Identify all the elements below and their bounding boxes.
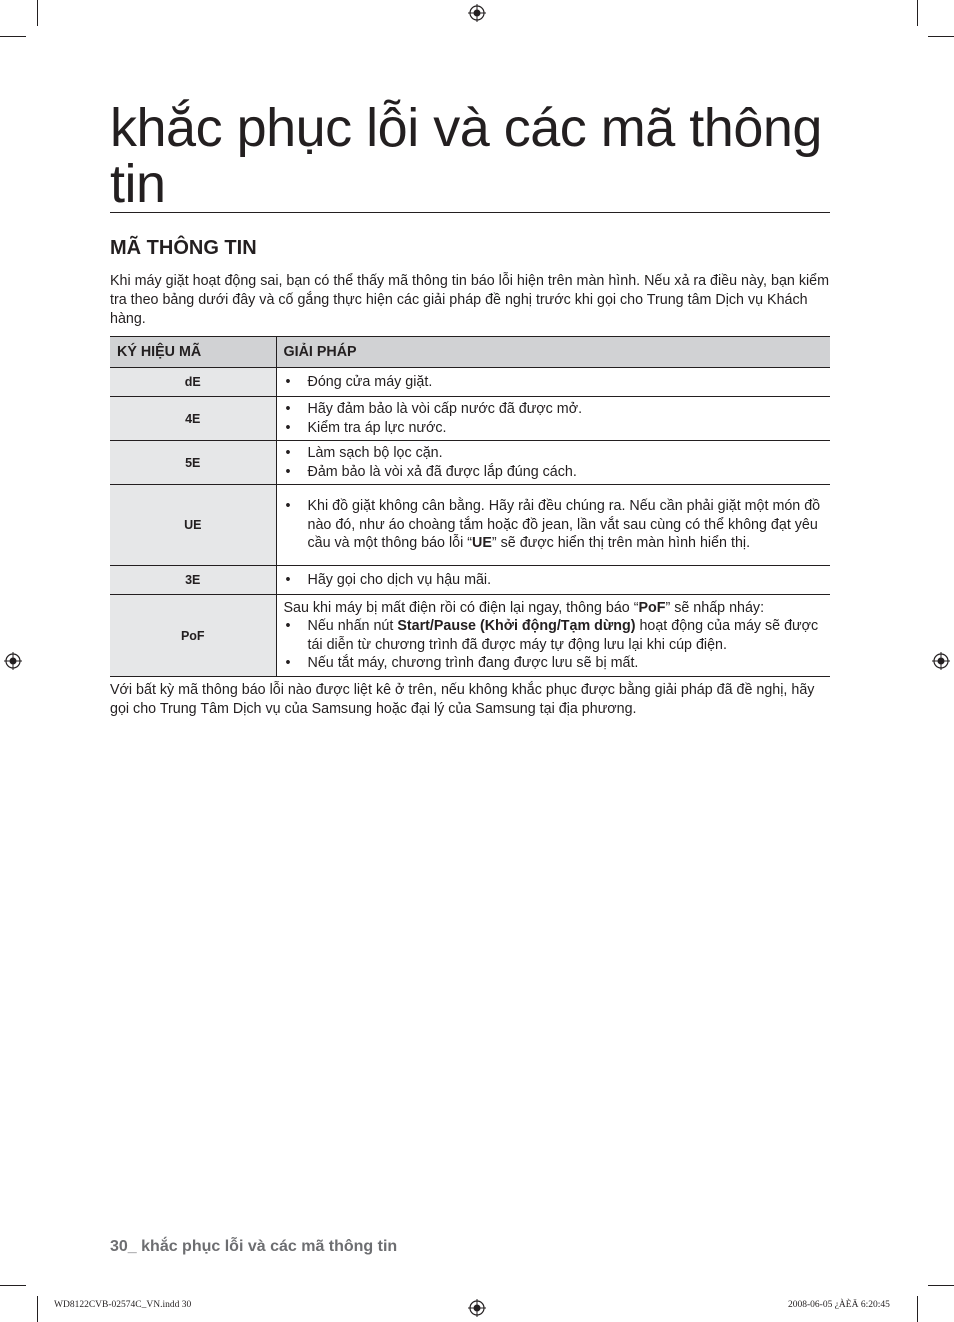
header-solution: GIẢI PHÁP	[276, 337, 830, 368]
code-cell: UE	[110, 485, 276, 566]
list-item: • Nếu tắt máy, chương trình đang được lưu sẽ bị mất.	[284, 654, 823, 673]
code-cell: 4E	[110, 397, 276, 441]
solution-cell	[276, 595, 830, 677]
solution-cell	[276, 397, 830, 441]
list-item: • Hãy đảm bảo là vòi cấp nước đã được mở.	[284, 400, 823, 419]
crop-mark	[928, 1285, 954, 1286]
crop-mark	[0, 36, 26, 37]
info-code-table	[110, 336, 830, 677]
registration-mark-icon	[932, 652, 950, 670]
list-item: • Hãy gọi cho dịch vụ hậu mãi.	[284, 571, 823, 590]
list-item: • Đảm bảo là vòi xả đã được lắp đúng cách.	[284, 463, 823, 482]
page-title: khắc phục lỗi và các mã thông tin	[110, 98, 822, 214]
list-item: • Nếu nhấn nút Start/Pause (Khởi động/Tạm dừng) hoạt động của máy sẽ được tái diễn từ chương trình đã được máy tự động lưu lại khi cúp điện.	[284, 617, 823, 654]
list-item: • Làm sạch bộ lọc cặn.	[284, 444, 823, 463]
code-cell: 5E	[110, 441, 276, 485]
crop-mark	[928, 36, 954, 37]
footer-page-label: 30_ khắc phục lỗi và các mã thông tin	[110, 1238, 398, 1255]
code-cell: 3E	[110, 566, 276, 595]
pof-intro: Sau khi máy bị mất điện rồi có điện lại ngay, thông báo “PoF” sẽ nhấp nháy:	[283, 599, 765, 616]
table-header-row	[110, 337, 830, 368]
crop-mark	[917, 0, 918, 26]
intro-paragraph: Khi máy giặt hoạt động sai, bạn có thể thấy mã thông tin báo lỗi hiện trên màn hình. Nếu xả ra điều này, bạn kiểm tra theo bảng dưới đây và cố gắng thực hiện các giải pháp đề nghị trước khi gọi cho Trung tâm Dịch vụ Khách hàng.	[110, 273, 829, 327]
list-item: • Kiểm tra áp lực nước.	[284, 419, 823, 438]
outro-paragraph: Với bất kỳ mã thông báo lỗi nào được liệt kê ở trên, nếu không khắc phục được bằng giải pháp đã đề nghị, hãy gọi cho Trung Tâm Dịch vụ của Samsung hoặc đại lý của Samsung tại địa phương.	[110, 682, 815, 717]
crop-mark	[0, 1285, 26, 1286]
slug-timestamp: 2008-06-05 ¿ÀÈÄ 6:20:45	[788, 1300, 890, 1310]
table-row	[110, 485, 830, 566]
registration-mark-icon	[4, 652, 22, 670]
solution-cell	[276, 441, 830, 485]
code-cell: dE	[110, 368, 276, 397]
registration-mark-icon	[468, 1299, 486, 1317]
code-cell: PoF	[110, 595, 276, 677]
header-code: KÝ HIỆU MÃ	[110, 337, 276, 368]
slug-filename: WD8122CVB-02574C_VN.indd 30	[54, 1300, 192, 1310]
table-row	[110, 368, 830, 397]
solution-cell	[276, 485, 830, 566]
registration-mark-icon	[468, 4, 486, 22]
list-item: • Khi đồ giặt không cân bằng. Hãy rải đều chúng ra. Nếu cần phải giặt một món đồ nào đó, như áo choàng tắm hoặc đồ jean, lần vắt sau cùng có thể không đạt yêu cầu và một thông báo lỗi “UE” sẽ được hiển thị trên màn hình hiển thị.	[284, 497, 823, 553]
crop-mark	[37, 1296, 38, 1322]
crop-mark	[37, 0, 38, 26]
section-heading: MÃ THÔNG TIN	[110, 237, 257, 259]
list-item: • Đóng cửa máy giặt.	[284, 373, 823, 392]
table-row	[110, 441, 830, 485]
solution-cell	[276, 368, 830, 397]
table-row	[110, 595, 830, 677]
solution-cell	[276, 566, 830, 595]
table-row	[110, 397, 830, 441]
table-row	[110, 566, 830, 595]
crop-mark	[917, 1296, 918, 1322]
page-title-block	[110, 100, 830, 213]
